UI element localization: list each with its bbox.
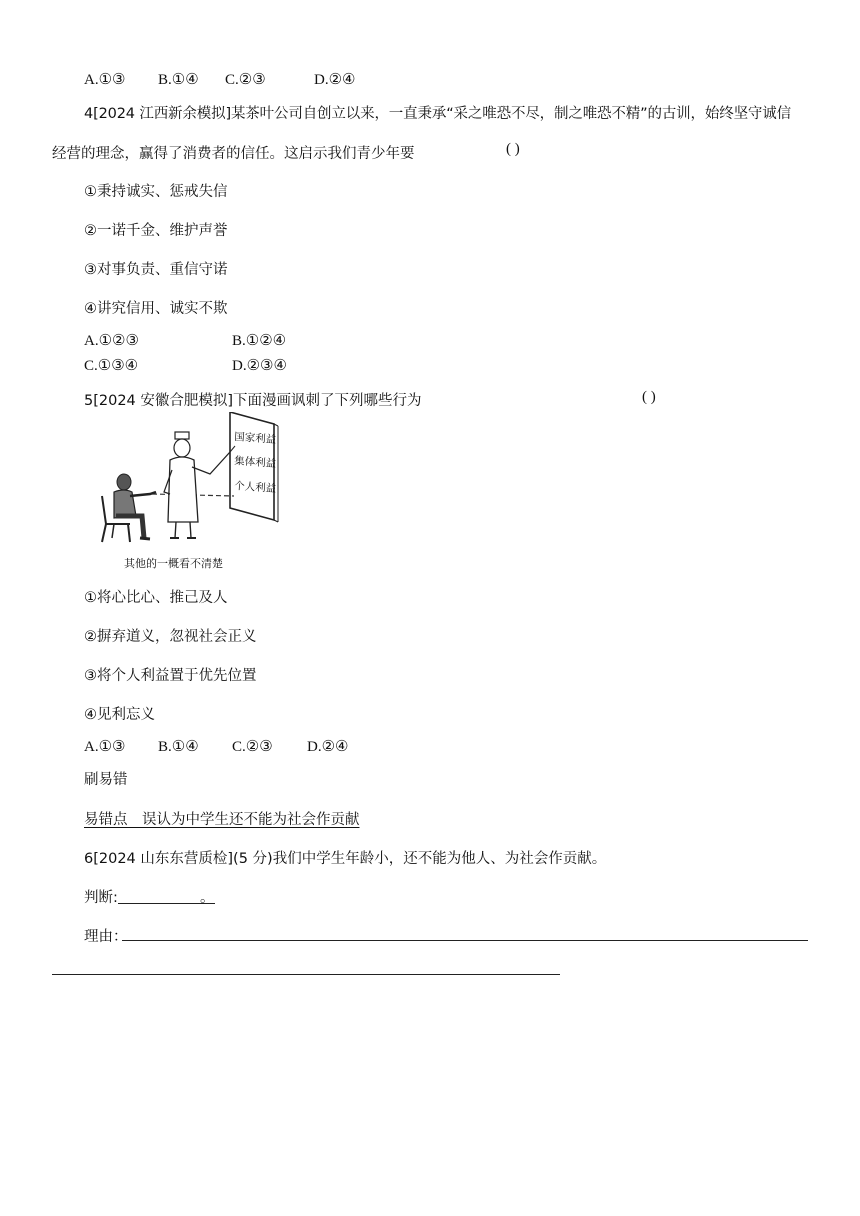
error-point-heading: 易错点 误认为中学生还不能为社会作贡献 <box>84 812 360 828</box>
cartoon-doctor <box>164 432 235 538</box>
q6-stem: 6[2024 山东东营质检](5 分)我们中学生年龄小，还不能为他人、为社会作贡献。 <box>84 851 607 867</box>
board-line-personal: 个人利益 <box>233 480 277 495</box>
q5-option-d[interactable]: D.②④ <box>307 739 349 755</box>
cartoon-caption: 其他的一概看不清楚 <box>124 557 223 570</box>
q4-item-2: ②一诺千金、维护声誉 <box>84 223 228 239</box>
q3-option-a[interactable]: A.①③ <box>84 72 126 88</box>
q4-stem-line1: 4[2024 江西新余模拟]某茶叶公司自创立以来，一直秉承“采之唯恐不尽，制之唯恐不精”的古训，始终坚守诚信 <box>84 106 791 122</box>
q4-option-c[interactable]: C.①③④ <box>84 358 139 374</box>
cartoon-illustration <box>84 412 284 576</box>
q6-reason-label: 理由： <box>84 929 128 945</box>
q5-option-b[interactable]: B.①④ <box>158 739 199 755</box>
q3-option-b[interactable]: B.①④ <box>158 72 199 88</box>
q4-item-4: ④讲究信用、诚实不欺 <box>84 301 228 317</box>
reason-answer-line-2[interactable] <box>52 974 560 975</box>
q6-judge-label: 判断: <box>84 890 118 906</box>
section-title: 刷易错 <box>84 772 128 788</box>
q5-cartoon <box>84 412 284 576</box>
q3-option-c[interactable]: C.②③ <box>225 72 266 88</box>
q4-answer-bracket[interactable]: ( ) <box>506 141 520 157</box>
q3-option-d[interactable]: D.②④ <box>314 72 356 88</box>
q4-option-d[interactable]: D.②③④ <box>232 358 287 374</box>
q5-option-a[interactable]: A.①③ <box>84 739 126 755</box>
q4-option-a[interactable]: A.①②③ <box>84 333 139 349</box>
board-line-national: 国家利益 <box>233 431 277 446</box>
q4-option-b[interactable]: B.①②④ <box>232 333 287 349</box>
q5-option-c[interactable]: C.②③ <box>232 739 273 755</box>
reason-answer-line-1[interactable] <box>122 940 808 941</box>
q5-stem: 5[2024 安徽合肥模拟]下面漫画讽刺了下列哪些行为 <box>84 393 422 409</box>
q5-item-2: ②摒弃道义，忽视社会正义 <box>84 629 257 645</box>
q5-item-1: ①将心比心、推己及人 <box>84 590 228 606</box>
q4-stem-line2: 经营的理念，赢得了消费者的信任。这启示我们青少年要 <box>52 146 415 162</box>
cartoon-patient <box>102 474 156 542</box>
q5-item-4: ④见利忘义 <box>84 707 155 723</box>
q4-item-3: ③对事负责、重信守诺 <box>84 262 228 278</box>
q5-answer-bracket[interactable]: ( ) <box>642 389 656 405</box>
q6-judge-end: 。 <box>200 890 215 906</box>
board-line-collective: 集体利益 <box>233 455 277 470</box>
q5-item-3: ③将个人利益置于优先位置 <box>84 668 257 684</box>
q4-item-1: ①秉持诚实、惩戒失信 <box>84 184 228 200</box>
